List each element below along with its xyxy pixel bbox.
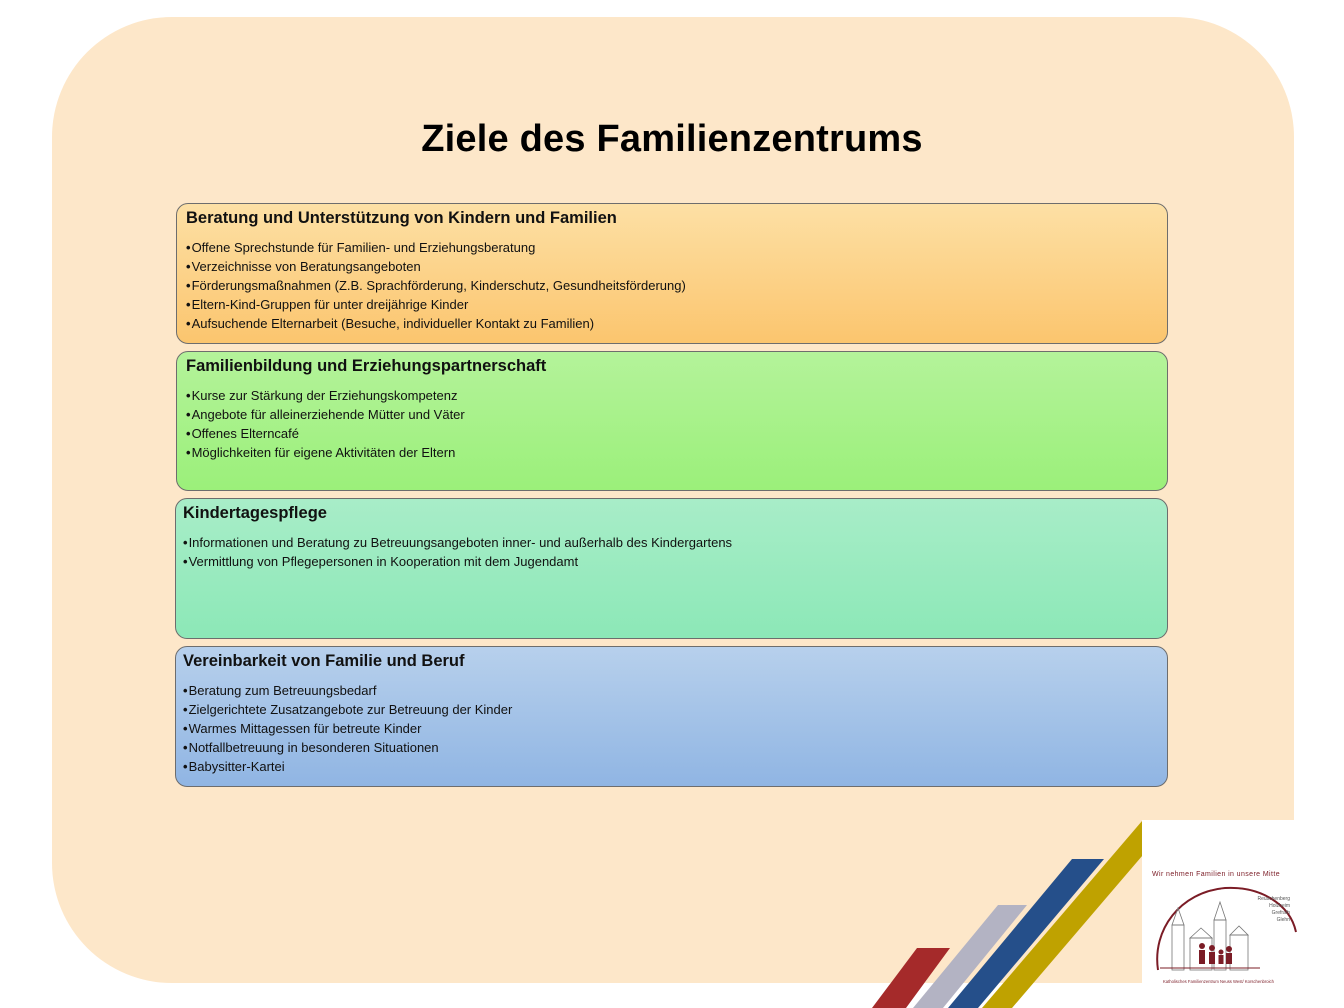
section-heading: Familienbildung und Erziehungspartnerschaft <box>186 357 547 375</box>
page-title: Ziele des Familienzentrums <box>421 118 923 160</box>
section-list <box>183 533 1158 571</box>
list-item: • Möglichkeiten für eigene Aktivitäten der Eltern <box>186 443 1158 462</box>
section-beratung <box>176 203 1168 344</box>
list-item: • Informationen und Beratung zu Betreuungsangeboten inner- und außerhalb des Kindergartens <box>183 533 1158 552</box>
family-figures-icon <box>1199 943 1232 964</box>
section-vereinbarkeit <box>175 646 1168 787</box>
logo-slogan: Wir nehmen Familien in unsere Mitte <box>1152 871 1280 878</box>
section-heading: Beratung und Unterstützung von Kindern und Familien <box>186 209 617 227</box>
section-familienbildung <box>176 351 1168 491</box>
list-item: • Aufsuchende Elternarbeit (Besuche, individueller Kontakt zu Familien) <box>186 314 1158 333</box>
list-item: • Verzeichnisse von Beratungsangeboten <box>186 257 1158 276</box>
list-item: • Notfallbetreuung in besonderen Situationen <box>183 738 1158 757</box>
list-item: • Beratung zum Betreuungsbedarf <box>183 681 1158 700</box>
logo-places: Reuschenberg Holzheim Grefrath Glehn <box>1257 896 1290 923</box>
list-item: • Kurse zur Stärkung der Erziehungskompetenz <box>186 386 1158 405</box>
logo-caption: Katholisches Familienzentrum Neuss West/ Korschenbroich <box>1163 979 1274 984</box>
section-list <box>186 386 1158 462</box>
list-item: • Offenes Elterncafé <box>186 424 1158 443</box>
section-kindertagespflege <box>175 498 1168 639</box>
list-item: • Warmes Mittagessen für betreute Kinder <box>183 719 1158 738</box>
section-heading: Vereinbarkeit von Familie und Beruf <box>183 652 465 670</box>
list-item: • Zielgerichtete Zusatzangebote zur Betreuung der Kinder <box>183 700 1158 719</box>
list-item: • Offene Sprechstunde für Familien- und Erziehungsberatung <box>186 238 1158 257</box>
section-list <box>183 681 1158 776</box>
section-list <box>186 238 1158 333</box>
list-item: • Vermittlung von Pflegepersonen in Kooperation mit dem Jugendamt <box>183 552 1158 571</box>
list-item: • Förderungsmaßnahmen (Z.B. Sprachförderung, Kinderschutz, Gesundheitsförderung) <box>186 276 1158 295</box>
family-center-logo <box>1150 880 1300 980</box>
list-item: • Eltern-Kind-Gruppen für unter dreijährige Kinder <box>186 295 1158 314</box>
list-item: • Babysitter-Kartei <box>183 757 1158 776</box>
list-item: • Angebote für alleinerziehende Mütter und Väter <box>186 405 1158 424</box>
section-heading: Kindertagespflege <box>183 504 327 522</box>
decorative-stripes <box>860 818 1180 1008</box>
